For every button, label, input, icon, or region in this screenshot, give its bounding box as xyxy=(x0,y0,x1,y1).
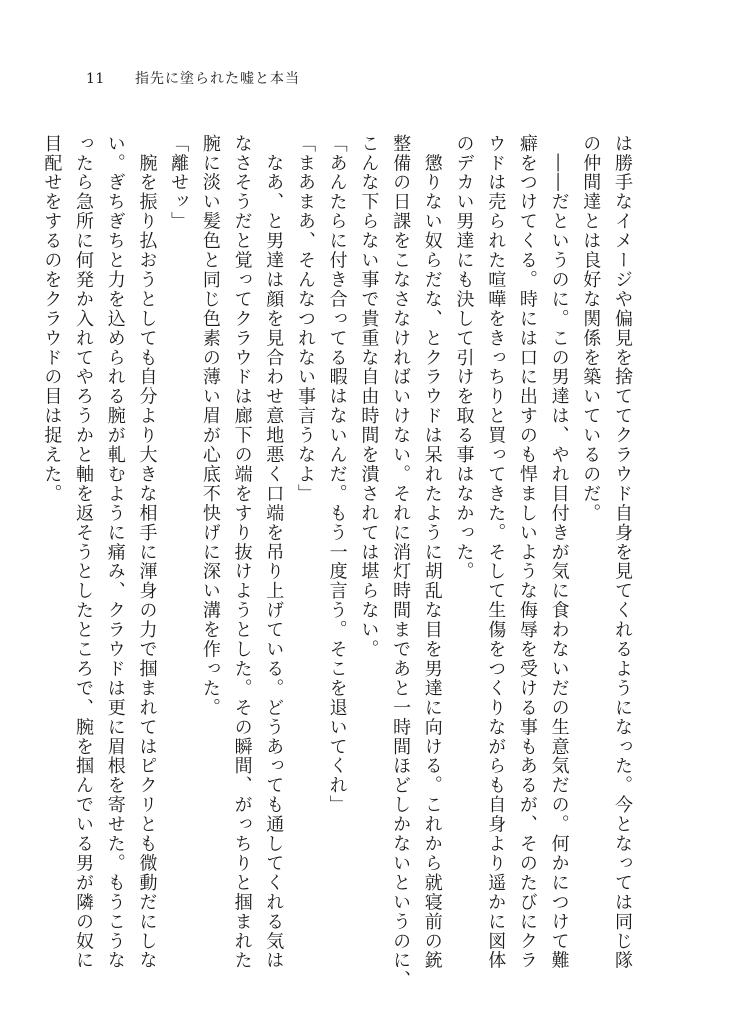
text-line: 「まあまあ、そんなつれない事言うなよ」 xyxy=(294,134,316,504)
page-number: 11 xyxy=(86,71,105,87)
text-line: は勝手なイメージや偏見を捨ててクラウド自身を見てくれるようになった。今となっては同じ隊 xyxy=(612,134,633,971)
text-line: のデカい男達にも決して引けを取る事はなかった。 xyxy=(453,134,475,582)
text-line: なさそうだと覚ってクラウドは廊下の端をすり抜けようとした。その瞬間、がっちりと掴まれた xyxy=(231,134,253,971)
vertical-body-text xyxy=(41,134,638,990)
text-line: い。ぎちぎちと力を込められる腕が軋むように痛み、クラウドは更に眉根を寄せた。もうこうな xyxy=(104,134,126,971)
running-title: 指先に塗られた嘘と本当 xyxy=(134,71,300,87)
text-line: の仲間達とは良好な関係を築いているのだ。 xyxy=(580,134,602,523)
text-line: 目配せをするのをクラウドの目は捉えた。 xyxy=(41,134,63,504)
text-line: ――だというのに。この男達は、やれ目付きが気に食わないだの生意気だの。何かにつけて難 xyxy=(548,134,570,971)
text-line: 腕に淡い髪色と同じ色素の薄い眉が心底不快げに深い溝を作った。 xyxy=(199,134,221,718)
text-line: 「離せッ」 xyxy=(168,134,190,232)
page-header xyxy=(86,68,694,90)
text-line: 懲りない奴らだな、とクラウドは呆れたように胡乱な目を男達に向ける。これから就寝前の銃 xyxy=(421,134,443,971)
text-line: なあ、と男達は顔を見合わせ意地悪く口端を吊り上げている。どうあっても通してくれる気は xyxy=(263,134,285,971)
text-line: こんな下らない事で貴重な自由時間を潰されては堪らない。 xyxy=(358,134,380,660)
text-line: 癖をつけてくる。時には口に出すのも悍ましいような侮辱を受ける事もあるが、そのたびにクラ xyxy=(516,134,538,971)
text-line: 整備の日課をこなさなければいけない。それに消灯時間まであと一時間ほどしかないというのに、 xyxy=(390,134,412,990)
text-line: 「あんたらに付き合ってる暇はないんだ。もう一度言う。そこを退いてくれ」 xyxy=(326,134,348,815)
text-line: ウドは売られた喧嘩をきっちりと買ってきた。そして生傷をつくりながらも自身より遥かに図体 xyxy=(485,134,507,971)
text-line: 腕を振り払おうとしても自分より大きな相手に渾身の力で掴まれてはピクリとも微動だにしな xyxy=(136,134,158,971)
text-line: ったら急所に何発か入れてやろうかと軸を返そうとしたところで、腕を掴んでいる男が隣の奴に xyxy=(73,134,95,971)
